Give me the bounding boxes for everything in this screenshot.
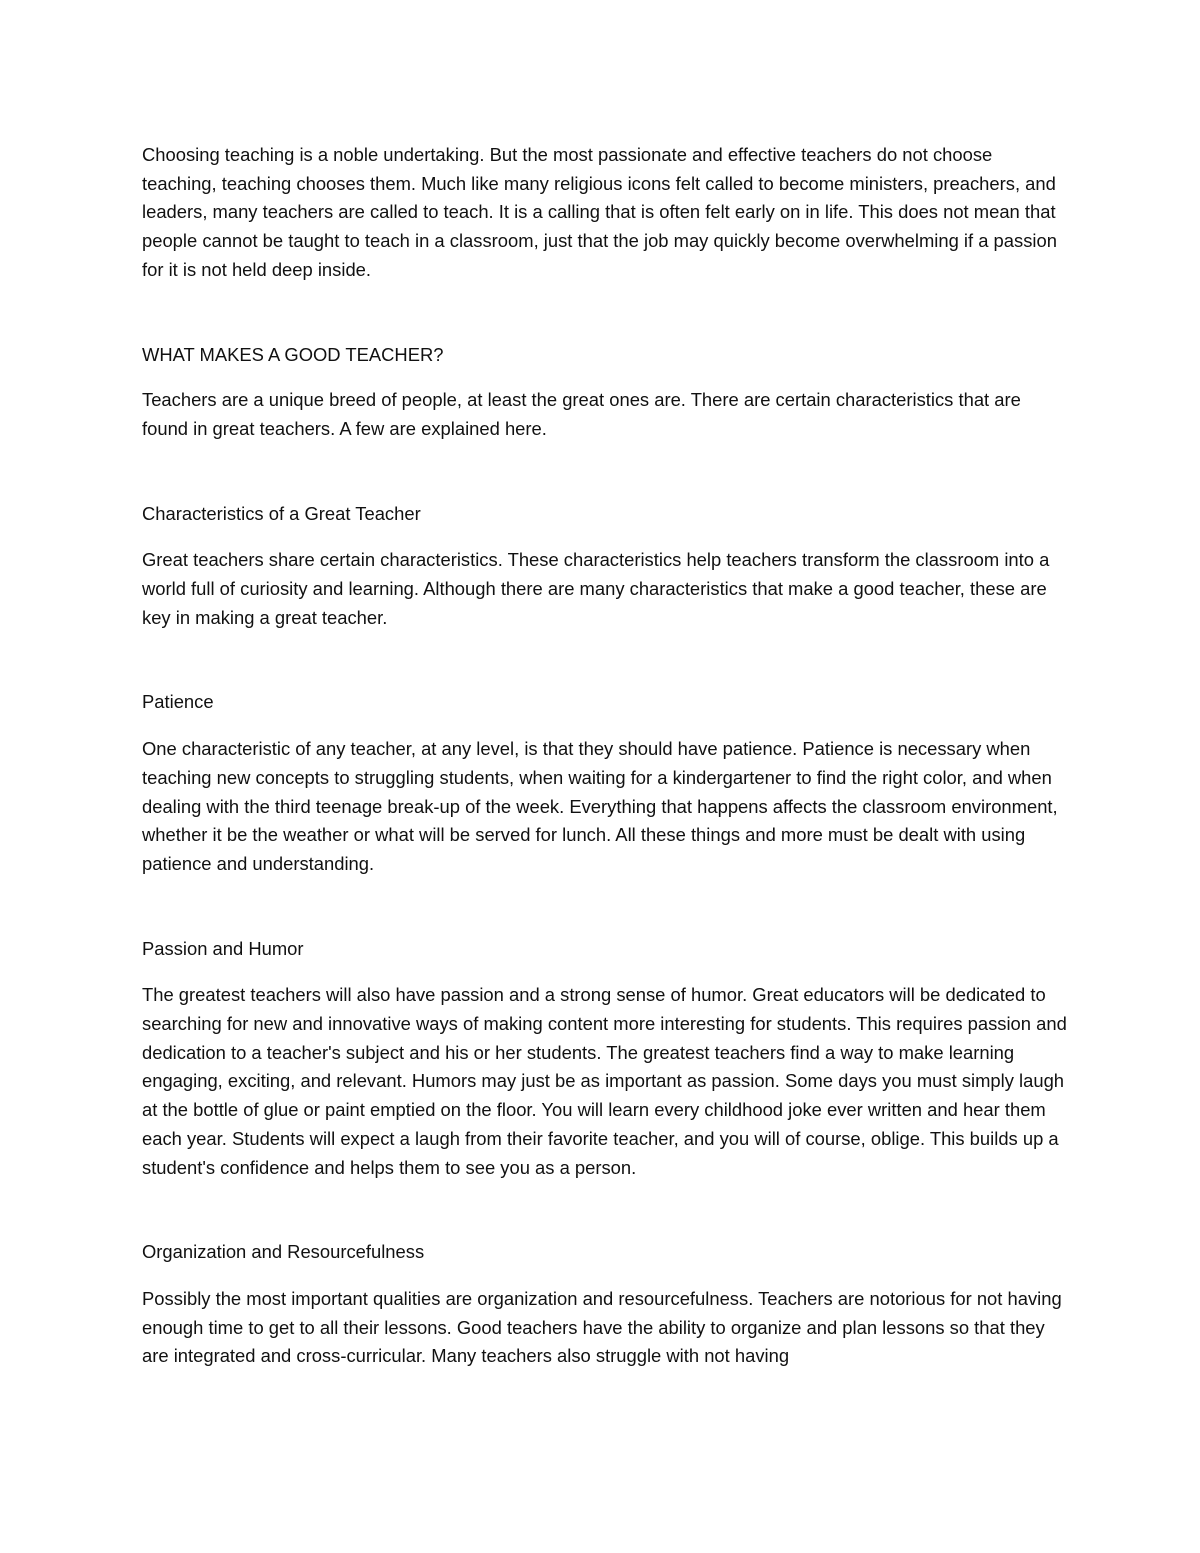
organization-heading: Organization and Resourcefulness [142,1241,425,1263]
organization-paragraph: Possibly the most important qualities are organization and resourcefulness. Teachers are notorious for not having enough time to get to all their lessons. Good teachers have the ability to organize and plan lessons so that they are integrated and cross-curricular. Many teachers also struggle with not having [142,1287,1062,1367]
section-intro-paragraph: Teachers are a unique breed of people, at least the great ones are. There are certain characteristics that are found in great teachers. A few are explained here. [142,389,1021,439]
passion-humor-paragraph: The greatest teachers will also have passion and a strong sense of humor. Great educators will be dedicated to searching for new and innovative ways of making content more interesting for students. This requires passion and dedication to a teacher's subject and his or her students. The greatest teachers find a way to make learning engaging, exciting, and relevant. Humors may just be as important as passion. Some days you must simply laugh at the bottle of glue or paint emptied on the floor. You will learn every childhood joke ever written and hear them each year. Students will expect a laugh from their favorite teacher, and you will of course, oblige. This builds up a student's confidence and helps them to see you as a person. [142,984,1067,1178]
characteristics-heading: Characteristics of a Great Teacher [142,502,421,524]
passion-humor-heading: Passion and Humor [142,937,304,959]
section-heading: WHAT MAKES A GOOD TEACHER? [142,343,444,365]
patience-paragraph: One characteristic of any teacher, at any level, is that they should have patience. Patience is necessary when teaching new concepts to struggling students, when waiting for a kindergartener to find the right color, and when dealing with the third teenage break-up of the week. Everything that happens affects the classroom environment, whether it be the weather or what will be served for lunch. All these things and more must be dealt with using patience and understanding. [142,738,1058,874]
document-body [142,141,1067,1394]
characteristics-paragraph: Great teachers share certain characteristics. These characteristics help teachers transform the classroom into a world full of curiosity and learning. Although there are many characteristics that make a good teacher, these are key in making a great teacher. [142,549,1050,628]
intro-paragraph: Choosing teaching is a noble undertaking. But the most passionate and effective teachers do not choose teaching, teaching chooses them. Much like many religious icons felt called to become ministers, preachers, and leaders, many teachers are called to teach. It is a calling that is often felt early on in life. This does not mean that people cannot be taught to teach in a classroom, just that the job may quickly become overwhelming if a passion for it is not held deep inside. [142,144,1057,280]
patience-heading: Patience [142,691,214,713]
